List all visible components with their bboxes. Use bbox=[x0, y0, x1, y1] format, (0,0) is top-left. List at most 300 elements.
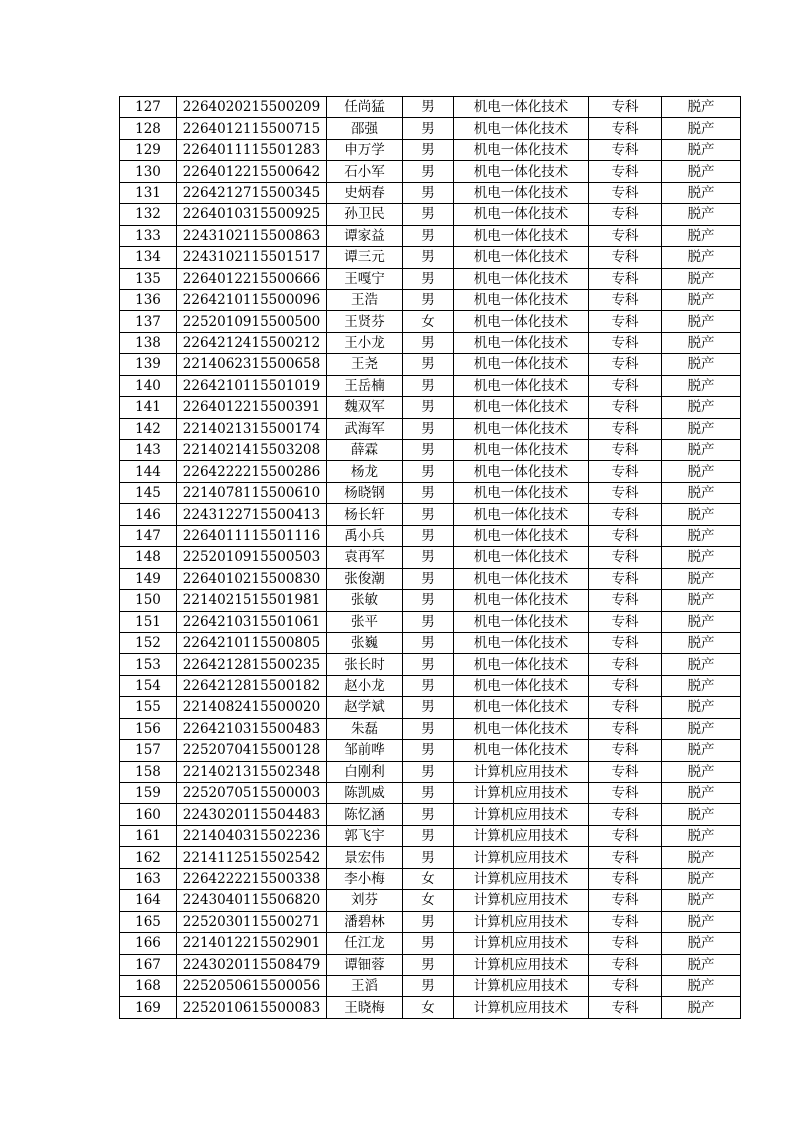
major-cell: 计算机应用技术 bbox=[454, 954, 589, 975]
student-id-cell: 2214078115500610 bbox=[177, 482, 327, 503]
table-row bbox=[120, 611, 741, 632]
row-number-cell: 131 bbox=[120, 182, 177, 203]
row-number-cell: 142 bbox=[120, 418, 177, 439]
student-name-cell: 谭钿蓉 bbox=[327, 954, 403, 975]
row-number-cell: 166 bbox=[120, 933, 177, 954]
gender-cell: 男 bbox=[403, 740, 454, 761]
study-mode-cell: 脱产 bbox=[662, 568, 741, 589]
major-cell: 机电一体化技术 bbox=[454, 654, 589, 675]
gender-cell: 女 bbox=[403, 997, 454, 1018]
student-name-cell: 赵学斌 bbox=[327, 697, 403, 718]
gender-cell: 男 bbox=[403, 847, 454, 868]
roster-body bbox=[120, 97, 741, 1019]
row-number-cell: 127 bbox=[120, 97, 177, 118]
table-row bbox=[120, 311, 741, 332]
study-mode-cell: 脱产 bbox=[662, 482, 741, 503]
student-id-cell: 2243040115506820 bbox=[177, 890, 327, 911]
student-id-cell: 2243102115501517 bbox=[177, 247, 327, 268]
gender-cell: 男 bbox=[403, 161, 454, 182]
education-level-cell: 专科 bbox=[589, 868, 662, 889]
student-id-cell: 2214062315500658 bbox=[177, 354, 327, 375]
table-row bbox=[120, 761, 741, 782]
student-name-cell: 邹前哗 bbox=[327, 740, 403, 761]
study-mode-cell: 脱产 bbox=[662, 247, 741, 268]
gender-cell: 男 bbox=[403, 675, 454, 696]
student-name-cell: 王滔 bbox=[327, 975, 403, 996]
student-id-cell: 2214021515501981 bbox=[177, 590, 327, 611]
student-id-cell: 2264210115500805 bbox=[177, 632, 327, 653]
education-level-cell: 专科 bbox=[589, 461, 662, 482]
student-id-cell: 2264212715500345 bbox=[177, 182, 327, 203]
education-level-cell: 专科 bbox=[589, 311, 662, 332]
education-level-cell: 专科 bbox=[589, 718, 662, 739]
table-row bbox=[120, 547, 741, 568]
major-cell: 机电一体化技术 bbox=[454, 204, 589, 225]
table-row bbox=[120, 268, 741, 289]
row-number-cell: 165 bbox=[120, 911, 177, 932]
education-level-cell: 专科 bbox=[589, 97, 662, 118]
study-mode-cell: 脱产 bbox=[662, 182, 741, 203]
row-number-cell: 149 bbox=[120, 568, 177, 589]
education-level-cell: 专科 bbox=[589, 825, 662, 846]
major-cell: 机电一体化技术 bbox=[454, 675, 589, 696]
student-name-cell: 张平 bbox=[327, 611, 403, 632]
gender-cell: 男 bbox=[403, 825, 454, 846]
study-mode-cell: 脱产 bbox=[662, 890, 741, 911]
study-mode-cell: 脱产 bbox=[662, 418, 741, 439]
study-mode-cell: 脱产 bbox=[662, 632, 741, 653]
gender-cell: 男 bbox=[403, 783, 454, 804]
row-number-cell: 132 bbox=[120, 204, 177, 225]
student-name-cell: 张巍 bbox=[327, 632, 403, 653]
row-number-cell: 154 bbox=[120, 675, 177, 696]
gender-cell: 男 bbox=[403, 504, 454, 525]
table-row bbox=[120, 975, 741, 996]
gender-cell: 男 bbox=[403, 547, 454, 568]
student-id-cell: 2264011115501283 bbox=[177, 139, 327, 160]
student-name-cell: 郭飞宇 bbox=[327, 825, 403, 846]
row-number-cell: 147 bbox=[120, 525, 177, 546]
education-level-cell: 专科 bbox=[589, 225, 662, 246]
education-level-cell: 专科 bbox=[589, 118, 662, 139]
study-mode-cell: 脱产 bbox=[662, 397, 741, 418]
major-cell: 机电一体化技术 bbox=[454, 697, 589, 718]
student-name-cell: 史炳春 bbox=[327, 182, 403, 203]
gender-cell: 男 bbox=[403, 139, 454, 160]
table-row bbox=[120, 718, 741, 739]
table-row bbox=[120, 97, 741, 118]
gender-cell: 男 bbox=[403, 418, 454, 439]
gender-cell: 男 bbox=[403, 911, 454, 932]
student-id-cell: 2214012215502901 bbox=[177, 933, 327, 954]
row-number-cell: 145 bbox=[120, 482, 177, 503]
student-id-cell: 2252070515500003 bbox=[177, 783, 327, 804]
major-cell: 机电一体化技术 bbox=[454, 161, 589, 182]
major-cell: 机电一体化技术 bbox=[454, 482, 589, 503]
major-cell: 机电一体化技术 bbox=[454, 740, 589, 761]
student-name-cell: 邵强 bbox=[327, 118, 403, 139]
education-level-cell: 专科 bbox=[589, 847, 662, 868]
study-mode-cell: 脱产 bbox=[662, 975, 741, 996]
major-cell: 机电一体化技术 bbox=[454, 289, 589, 310]
table-row bbox=[120, 161, 741, 182]
student-name-cell: 薛霖 bbox=[327, 440, 403, 461]
study-mode-cell: 脱产 bbox=[662, 204, 741, 225]
student-name-cell: 任江龙 bbox=[327, 933, 403, 954]
table-row bbox=[120, 783, 741, 804]
major-cell: 机电一体化技术 bbox=[454, 397, 589, 418]
education-level-cell: 专科 bbox=[589, 525, 662, 546]
study-mode-cell: 脱产 bbox=[662, 289, 741, 310]
student-id-cell: 2264210115501019 bbox=[177, 375, 327, 396]
major-cell: 机电一体化技术 bbox=[454, 311, 589, 332]
student-id-cell: 2243102115500863 bbox=[177, 225, 327, 246]
major-cell: 机电一体化技术 bbox=[454, 461, 589, 482]
student-name-cell: 禹小兵 bbox=[327, 525, 403, 546]
education-level-cell: 专科 bbox=[589, 611, 662, 632]
table-row bbox=[120, 204, 741, 225]
row-number-cell: 141 bbox=[120, 397, 177, 418]
study-mode-cell: 脱产 bbox=[662, 118, 741, 139]
major-cell: 机电一体化技术 bbox=[454, 354, 589, 375]
study-mode-cell: 脱产 bbox=[662, 675, 741, 696]
education-level-cell: 专科 bbox=[589, 761, 662, 782]
gender-cell: 女 bbox=[403, 311, 454, 332]
gender-cell: 女 bbox=[403, 890, 454, 911]
table-row bbox=[120, 418, 741, 439]
gender-cell: 男 bbox=[403, 568, 454, 589]
student-name-cell: 王晓梅 bbox=[327, 997, 403, 1018]
student-name-cell: 杨龙 bbox=[327, 461, 403, 482]
gender-cell: 男 bbox=[403, 954, 454, 975]
student-id-cell: 2252070415500128 bbox=[177, 740, 327, 761]
student-name-cell: 张敏 bbox=[327, 590, 403, 611]
study-mode-cell: 脱产 bbox=[662, 911, 741, 932]
row-number-cell: 157 bbox=[120, 740, 177, 761]
student-id-cell: 2264212815500235 bbox=[177, 654, 327, 675]
student-name-cell: 王浩 bbox=[327, 289, 403, 310]
student-name-cell: 潘碧林 bbox=[327, 911, 403, 932]
student-name-cell: 王贤芬 bbox=[327, 311, 403, 332]
study-mode-cell: 脱产 bbox=[662, 590, 741, 611]
row-number-cell: 163 bbox=[120, 868, 177, 889]
table-row bbox=[120, 590, 741, 611]
study-mode-cell: 脱产 bbox=[662, 868, 741, 889]
row-number-cell: 153 bbox=[120, 654, 177, 675]
student-name-cell: 魏双军 bbox=[327, 397, 403, 418]
student-name-cell: 谭家益 bbox=[327, 225, 403, 246]
gender-cell: 男 bbox=[403, 268, 454, 289]
table-row bbox=[120, 847, 741, 868]
study-mode-cell: 脱产 bbox=[662, 804, 741, 825]
major-cell: 计算机应用技术 bbox=[454, 868, 589, 889]
table-row bbox=[120, 504, 741, 525]
education-level-cell: 专科 bbox=[589, 354, 662, 375]
student-name-cell: 谭三元 bbox=[327, 247, 403, 268]
table-row bbox=[120, 911, 741, 932]
student-id-cell: 2214021315502348 bbox=[177, 761, 327, 782]
education-level-cell: 专科 bbox=[589, 418, 662, 439]
student-id-cell: 2264210115500096 bbox=[177, 289, 327, 310]
major-cell: 机电一体化技术 bbox=[454, 632, 589, 653]
row-number-cell: 129 bbox=[120, 139, 177, 160]
student-name-cell: 赵小龙 bbox=[327, 675, 403, 696]
student-id-cell: 2243020115504483 bbox=[177, 804, 327, 825]
student-id-cell: 2214021315500174 bbox=[177, 418, 327, 439]
gender-cell: 男 bbox=[403, 590, 454, 611]
study-mode-cell: 脱产 bbox=[662, 161, 741, 182]
table-row bbox=[120, 139, 741, 160]
student-name-cell: 王嘎宁 bbox=[327, 268, 403, 289]
table-row bbox=[120, 890, 741, 911]
row-number-cell: 134 bbox=[120, 247, 177, 268]
study-mode-cell: 脱产 bbox=[662, 611, 741, 632]
study-mode-cell: 脱产 bbox=[662, 440, 741, 461]
row-number-cell: 158 bbox=[120, 761, 177, 782]
row-number-cell: 130 bbox=[120, 161, 177, 182]
major-cell: 机电一体化技术 bbox=[454, 547, 589, 568]
education-level-cell: 专科 bbox=[589, 933, 662, 954]
major-cell: 机电一体化技术 bbox=[454, 525, 589, 546]
student-name-cell: 孙卫民 bbox=[327, 204, 403, 225]
study-mode-cell: 脱产 bbox=[662, 954, 741, 975]
gender-cell: 男 bbox=[403, 204, 454, 225]
education-level-cell: 专科 bbox=[589, 547, 662, 568]
major-cell: 机电一体化技术 bbox=[454, 225, 589, 246]
study-mode-cell: 脱产 bbox=[662, 761, 741, 782]
education-level-cell: 专科 bbox=[589, 568, 662, 589]
major-cell: 计算机应用技术 bbox=[454, 997, 589, 1018]
study-mode-cell: 脱产 bbox=[662, 825, 741, 846]
table-row bbox=[120, 933, 741, 954]
education-level-cell: 专科 bbox=[589, 289, 662, 310]
gender-cell: 男 bbox=[403, 525, 454, 546]
student-name-cell: 王尧 bbox=[327, 354, 403, 375]
gender-cell: 男 bbox=[403, 761, 454, 782]
student-name-cell: 白刚利 bbox=[327, 761, 403, 782]
student-id-cell: 2264012215500642 bbox=[177, 161, 327, 182]
education-level-cell: 专科 bbox=[589, 890, 662, 911]
gender-cell: 男 bbox=[403, 289, 454, 310]
student-name-cell: 杨长轩 bbox=[327, 504, 403, 525]
major-cell: 计算机应用技术 bbox=[454, 847, 589, 868]
study-mode-cell: 脱产 bbox=[662, 740, 741, 761]
table-row bbox=[120, 289, 741, 310]
study-mode-cell: 脱产 bbox=[662, 783, 741, 804]
gender-cell: 男 bbox=[403, 225, 454, 246]
student-name-cell: 石小军 bbox=[327, 161, 403, 182]
gender-cell: 男 bbox=[403, 697, 454, 718]
education-level-cell: 专科 bbox=[589, 247, 662, 268]
major-cell: 机电一体化技术 bbox=[454, 590, 589, 611]
gender-cell: 男 bbox=[403, 804, 454, 825]
major-cell: 计算机应用技术 bbox=[454, 911, 589, 932]
student-id-cell: 2214040315502236 bbox=[177, 825, 327, 846]
education-level-cell: 专科 bbox=[589, 375, 662, 396]
major-cell: 机电一体化技术 bbox=[454, 247, 589, 268]
student-id-cell: 2252010915500500 bbox=[177, 311, 327, 332]
study-mode-cell: 脱产 bbox=[662, 504, 741, 525]
row-number-cell: 151 bbox=[120, 611, 177, 632]
student-id-cell: 2214082415500020 bbox=[177, 697, 327, 718]
student-id-cell: 2243122715500413 bbox=[177, 504, 327, 525]
student-id-cell: 2264210315501061 bbox=[177, 611, 327, 632]
row-number-cell: 128 bbox=[120, 118, 177, 139]
student-id-cell: 2264012115500715 bbox=[177, 118, 327, 139]
gender-cell: 男 bbox=[403, 375, 454, 396]
student-name-cell: 张俊潮 bbox=[327, 568, 403, 589]
gender-cell: 男 bbox=[403, 440, 454, 461]
student-name-cell: 张长时 bbox=[327, 654, 403, 675]
gender-cell: 男 bbox=[403, 247, 454, 268]
education-level-cell: 专科 bbox=[589, 332, 662, 353]
study-mode-cell: 脱产 bbox=[662, 718, 741, 739]
major-cell: 计算机应用技术 bbox=[454, 783, 589, 804]
education-level-cell: 专科 bbox=[589, 740, 662, 761]
student-id-cell: 2214021415503208 bbox=[177, 440, 327, 461]
major-cell: 计算机应用技术 bbox=[454, 825, 589, 846]
education-level-cell: 专科 bbox=[589, 204, 662, 225]
gender-cell: 男 bbox=[403, 354, 454, 375]
student-id-cell: 2264222215500338 bbox=[177, 868, 327, 889]
student-id-cell: 2264210315500483 bbox=[177, 718, 327, 739]
table-row bbox=[120, 997, 741, 1018]
gender-cell: 男 bbox=[403, 118, 454, 139]
education-level-cell: 专科 bbox=[589, 911, 662, 932]
row-number-cell: 156 bbox=[120, 718, 177, 739]
row-number-cell: 162 bbox=[120, 847, 177, 868]
table-row bbox=[120, 825, 741, 846]
table-row bbox=[120, 225, 741, 246]
student-name-cell: 陈忆涵 bbox=[327, 804, 403, 825]
study-mode-cell: 脱产 bbox=[662, 547, 741, 568]
study-mode-cell: 脱产 bbox=[662, 97, 741, 118]
table-row bbox=[120, 182, 741, 203]
education-level-cell: 专科 bbox=[589, 783, 662, 804]
table-row bbox=[120, 375, 741, 396]
gender-cell: 男 bbox=[403, 482, 454, 503]
major-cell: 机电一体化技术 bbox=[454, 504, 589, 525]
row-number-cell: 146 bbox=[120, 504, 177, 525]
education-level-cell: 专科 bbox=[589, 268, 662, 289]
student-id-cell: 2214112515502542 bbox=[177, 847, 327, 868]
table-row bbox=[120, 568, 741, 589]
major-cell: 机电一体化技术 bbox=[454, 718, 589, 739]
major-cell: 计算机应用技术 bbox=[454, 933, 589, 954]
student-id-cell: 2252030115500271 bbox=[177, 911, 327, 932]
gender-cell: 男 bbox=[403, 97, 454, 118]
education-level-cell: 专科 bbox=[589, 954, 662, 975]
student-name-cell: 王小龙 bbox=[327, 332, 403, 353]
gender-cell: 男 bbox=[403, 397, 454, 418]
student-name-cell: 袁再军 bbox=[327, 547, 403, 568]
major-cell: 机电一体化技术 bbox=[454, 418, 589, 439]
major-cell: 计算机应用技术 bbox=[454, 761, 589, 782]
major-cell: 机电一体化技术 bbox=[454, 139, 589, 160]
student-name-cell: 刘芬 bbox=[327, 890, 403, 911]
major-cell: 机电一体化技术 bbox=[454, 611, 589, 632]
row-number-cell: 148 bbox=[120, 547, 177, 568]
study-mode-cell: 脱产 bbox=[662, 268, 741, 289]
student-id-cell: 2243020115508479 bbox=[177, 954, 327, 975]
major-cell: 机电一体化技术 bbox=[454, 332, 589, 353]
education-level-cell: 专科 bbox=[589, 397, 662, 418]
study-mode-cell: 脱产 bbox=[662, 847, 741, 868]
student-name-cell: 陈凯威 bbox=[327, 783, 403, 804]
gender-cell: 男 bbox=[403, 632, 454, 653]
study-mode-cell: 脱产 bbox=[662, 997, 741, 1018]
row-number-cell: 136 bbox=[120, 289, 177, 310]
study-mode-cell: 脱产 bbox=[662, 697, 741, 718]
gender-cell: 男 bbox=[403, 182, 454, 203]
student-id-cell: 2252010615500083 bbox=[177, 997, 327, 1018]
table-row bbox=[120, 697, 741, 718]
gender-cell: 男 bbox=[403, 332, 454, 353]
study-mode-cell: 脱产 bbox=[662, 332, 741, 353]
major-cell: 计算机应用技术 bbox=[454, 890, 589, 911]
row-number-cell: 133 bbox=[120, 225, 177, 246]
student-name-cell: 景宏伟 bbox=[327, 847, 403, 868]
gender-cell: 男 bbox=[403, 461, 454, 482]
row-number-cell: 167 bbox=[120, 954, 177, 975]
student-id-cell: 2264222215500286 bbox=[177, 461, 327, 482]
gender-cell: 男 bbox=[403, 933, 454, 954]
table-row bbox=[120, 247, 741, 268]
study-mode-cell: 脱产 bbox=[662, 375, 741, 396]
row-number-cell: 160 bbox=[120, 804, 177, 825]
row-number-cell: 159 bbox=[120, 783, 177, 804]
study-mode-cell: 脱产 bbox=[662, 139, 741, 160]
row-number-cell: 143 bbox=[120, 440, 177, 461]
row-number-cell: 135 bbox=[120, 268, 177, 289]
row-number-cell: 155 bbox=[120, 697, 177, 718]
row-number-cell: 168 bbox=[120, 975, 177, 996]
education-level-cell: 专科 bbox=[589, 975, 662, 996]
student-roster-table bbox=[119, 96, 741, 1019]
education-level-cell: 专科 bbox=[589, 161, 662, 182]
student-name-cell: 李小梅 bbox=[327, 868, 403, 889]
table-row bbox=[120, 482, 741, 503]
row-number-cell: 150 bbox=[120, 590, 177, 611]
gender-cell: 男 bbox=[403, 611, 454, 632]
row-number-cell: 144 bbox=[120, 461, 177, 482]
major-cell: 计算机应用技术 bbox=[454, 975, 589, 996]
student-name-cell: 武海军 bbox=[327, 418, 403, 439]
student-name-cell: 朱磊 bbox=[327, 718, 403, 739]
major-cell: 机电一体化技术 bbox=[454, 118, 589, 139]
education-level-cell: 专科 bbox=[589, 697, 662, 718]
education-level-cell: 专科 bbox=[589, 632, 662, 653]
major-cell: 计算机应用技术 bbox=[454, 804, 589, 825]
table-row bbox=[120, 118, 741, 139]
table-row bbox=[120, 632, 741, 653]
table-row bbox=[120, 654, 741, 675]
study-mode-cell: 脱产 bbox=[662, 933, 741, 954]
student-id-cell: 2264011115501116 bbox=[177, 525, 327, 546]
study-mode-cell: 脱产 bbox=[662, 311, 741, 332]
education-level-cell: 专科 bbox=[589, 654, 662, 675]
education-level-cell: 专科 bbox=[589, 182, 662, 203]
major-cell: 机电一体化技术 bbox=[454, 268, 589, 289]
table-row bbox=[120, 868, 741, 889]
row-number-cell: 138 bbox=[120, 332, 177, 353]
education-level-cell: 专科 bbox=[589, 139, 662, 160]
student-name-cell: 杨晓钢 bbox=[327, 482, 403, 503]
study-mode-cell: 脱产 bbox=[662, 654, 741, 675]
study-mode-cell: 脱产 bbox=[662, 461, 741, 482]
table-row bbox=[120, 954, 741, 975]
student-id-cell: 2264010215500830 bbox=[177, 568, 327, 589]
